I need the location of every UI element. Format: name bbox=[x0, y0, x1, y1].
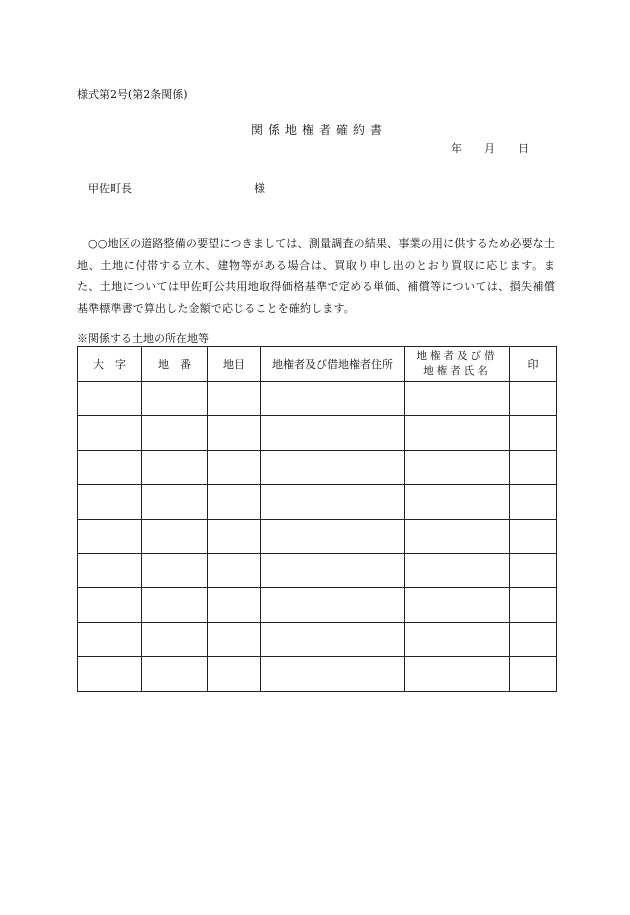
chiban-cell[interactable] bbox=[142, 553, 208, 587]
owner-address-cell[interactable] bbox=[261, 416, 405, 450]
chiban-cell[interactable] bbox=[142, 382, 208, 416]
owner-address-cell[interactable] bbox=[261, 450, 405, 484]
date-year-label: 年 bbox=[451, 142, 462, 155]
seal-cell[interactable] bbox=[510, 622, 557, 656]
owner-name-cell[interactable] bbox=[405, 588, 510, 622]
chimoku-cell[interactable] bbox=[208, 485, 261, 519]
owner-name-cell[interactable] bbox=[405, 485, 510, 519]
oaza-cell[interactable] bbox=[78, 553, 142, 587]
chiban-cell[interactable] bbox=[142, 450, 208, 484]
addressee-honorific: 様 bbox=[254, 182, 265, 195]
table-row bbox=[78, 519, 557, 553]
owner-address-cell[interactable] bbox=[261, 553, 405, 587]
seal-cell[interactable] bbox=[510, 485, 557, 519]
owner-address-cell[interactable] bbox=[261, 485, 405, 519]
col-header-owner-address: 地権者及び借地権者住所 bbox=[261, 347, 405, 382]
oaza-cell[interactable] bbox=[78, 382, 142, 416]
col-header-owner-name-line2: 地権者氏名 bbox=[423, 365, 491, 377]
owner-address-cell[interactable] bbox=[261, 622, 405, 656]
oaza-cell[interactable] bbox=[78, 519, 142, 553]
table-header-row bbox=[78, 347, 557, 382]
chimoku-cell[interactable] bbox=[208, 382, 261, 416]
seal-cell[interactable] bbox=[510, 588, 557, 622]
oaza-cell[interactable] bbox=[78, 622, 142, 656]
document-title: 関係地権者確約書 bbox=[250, 123, 387, 137]
seal-cell[interactable] bbox=[510, 450, 557, 484]
oaza-cell[interactable] bbox=[78, 485, 142, 519]
table-row bbox=[78, 450, 557, 484]
table-row bbox=[78, 485, 557, 519]
owner-name-cell[interactable] bbox=[405, 519, 510, 553]
col-header-owner-name-line1: 地権者及び借 bbox=[416, 350, 498, 362]
owner-address-cell[interactable] bbox=[261, 519, 405, 553]
land-table bbox=[77, 346, 557, 692]
owner-name-cell[interactable] bbox=[405, 622, 510, 656]
date-month-label: 月 bbox=[484, 142, 495, 155]
seal-cell[interactable] bbox=[510, 416, 557, 450]
owner-name-cell[interactable] bbox=[405, 553, 510, 587]
chiban-cell[interactable] bbox=[142, 588, 208, 622]
oaza-cell[interactable] bbox=[78, 588, 142, 622]
chiban-cell[interactable] bbox=[142, 416, 208, 450]
owner-address-cell[interactable] bbox=[261, 657, 405, 691]
col-header-owner-name bbox=[405, 347, 510, 382]
seal-cell[interactable] bbox=[510, 553, 557, 587]
owner-address-cell[interactable] bbox=[261, 382, 405, 416]
col-header-oaza: 大字 bbox=[78, 347, 142, 382]
seal-cell[interactable] bbox=[510, 657, 557, 691]
col-header-seal: 印 bbox=[510, 347, 557, 382]
table-row bbox=[78, 588, 557, 622]
chimoku-cell[interactable] bbox=[208, 553, 261, 587]
chimoku-cell[interactable] bbox=[208, 657, 261, 691]
pledge-body-text: ○○地区の道路整備の要望につきましては、測量調査の結果、事業の用に供するため必要な土地、土地に付帯する立木、建物等がある場合は、買取り申し出のとおり買収に応じます。また、土地については甲佐町公共用地取得価格基準で定める単価、補償等については、損失補償基準標準書で算出した金額で応じることを確約します。 bbox=[77, 237, 555, 315]
table-row bbox=[78, 416, 557, 450]
seal-cell[interactable] bbox=[510, 519, 557, 553]
owner-name-cell[interactable] bbox=[405, 657, 510, 691]
chiban-cell[interactable] bbox=[142, 519, 208, 553]
chiban-cell[interactable] bbox=[142, 485, 208, 519]
chimoku-cell[interactable] bbox=[208, 416, 261, 450]
owner-address-cell[interactable] bbox=[261, 588, 405, 622]
oaza-cell[interactable] bbox=[78, 450, 142, 484]
table-row bbox=[78, 382, 557, 416]
chiban-cell[interactable] bbox=[142, 657, 208, 691]
chiban-cell[interactable] bbox=[142, 622, 208, 656]
owner-name-cell[interactable] bbox=[405, 382, 510, 416]
table-row bbox=[78, 622, 557, 656]
owner-name-cell[interactable] bbox=[405, 416, 510, 450]
oaza-cell[interactable] bbox=[78, 657, 142, 691]
table-caption: ※関係する土地の所在地等 bbox=[77, 332, 209, 345]
chimoku-cell[interactable] bbox=[208, 519, 261, 553]
owner-name-cell[interactable] bbox=[405, 450, 510, 484]
seal-cell[interactable] bbox=[510, 382, 557, 416]
oaza-cell[interactable] bbox=[78, 416, 142, 450]
col-header-chimoku: 地目 bbox=[208, 347, 261, 382]
chimoku-cell[interactable] bbox=[208, 588, 261, 622]
table-row bbox=[78, 553, 557, 587]
date-day-label: 日 bbox=[518, 142, 529, 155]
form-number: 様式第2号(第2条関係) bbox=[77, 88, 188, 101]
table-body bbox=[78, 382, 557, 692]
col-header-chiban: 地番 bbox=[142, 347, 208, 382]
chimoku-cell[interactable] bbox=[208, 622, 261, 656]
table-row bbox=[78, 657, 557, 691]
addressee-name: 甲佐町長 bbox=[88, 182, 132, 195]
chimoku-cell[interactable] bbox=[208, 450, 261, 484]
